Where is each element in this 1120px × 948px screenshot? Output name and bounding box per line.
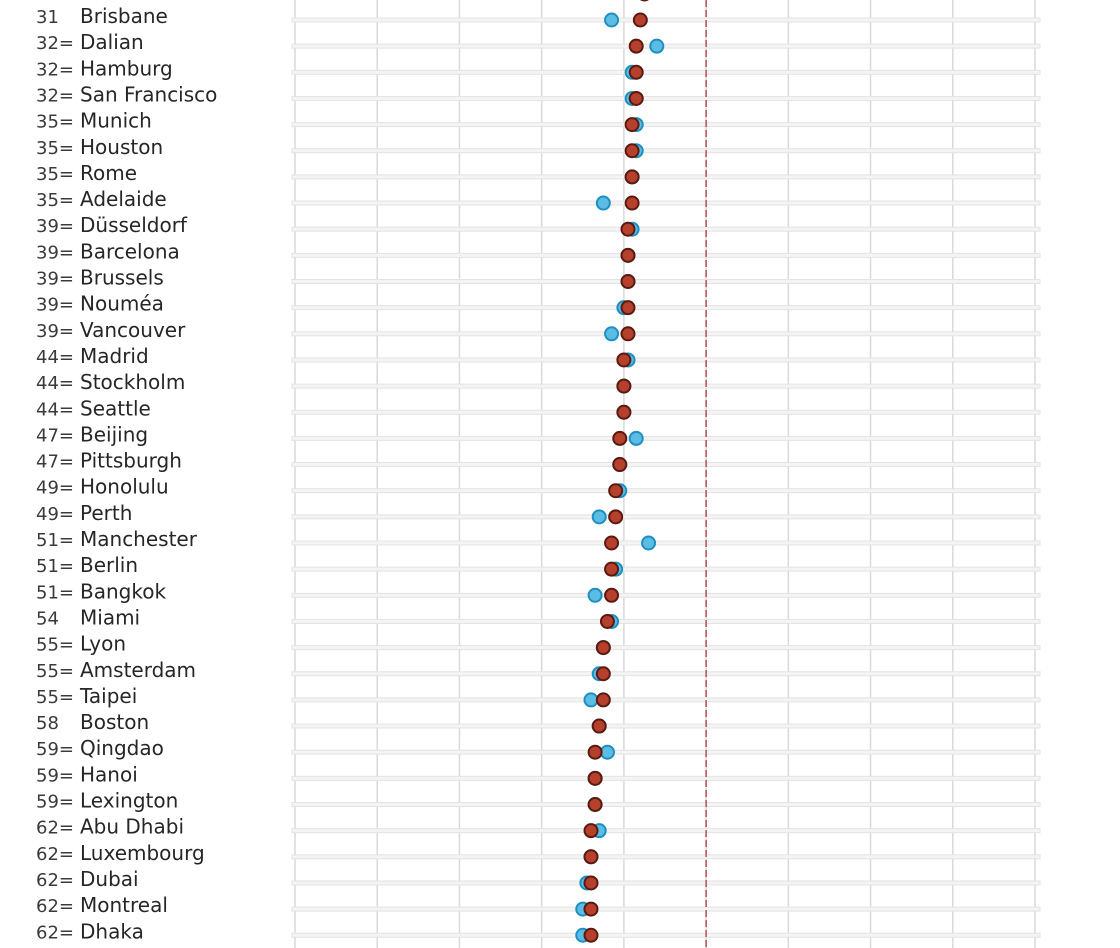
city-label: Perth bbox=[80, 500, 133, 525]
current-dot bbox=[609, 484, 622, 497]
city-label: Berlin bbox=[80, 553, 139, 578]
city-label: Luxembourg bbox=[80, 840, 205, 865]
city-label: Qingdao bbox=[80, 736, 164, 761]
rank-label: 59= bbox=[36, 791, 74, 813]
previous-dot bbox=[589, 589, 602, 602]
rank-label: 51= bbox=[36, 556, 74, 578]
rank-label: 47= bbox=[36, 451, 74, 473]
current-dot bbox=[605, 589, 618, 602]
current-dot bbox=[630, 92, 643, 105]
city-label: Taipei bbox=[80, 683, 138, 708]
row-guide bbox=[292, 933, 1040, 937]
city-label: Honolulu bbox=[80, 474, 169, 499]
row-guide bbox=[292, 358, 1040, 362]
current-dot bbox=[630, 66, 643, 79]
rank-label: 62= bbox=[36, 843, 74, 865]
row-guide bbox=[292, 724, 1040, 728]
city-label: Pittsburgh bbox=[80, 448, 182, 473]
city-label: Bangkok bbox=[80, 579, 167, 604]
rank-label: 54 bbox=[36, 608, 59, 630]
current-dot bbox=[585, 824, 598, 837]
previous-dot bbox=[601, 746, 614, 759]
row-guide bbox=[292, 306, 1040, 310]
row-guide bbox=[292, 384, 1040, 388]
city-label: Lexington bbox=[80, 788, 179, 813]
current-dot bbox=[597, 667, 610, 680]
rank-label: 62= bbox=[36, 817, 74, 839]
city-label: Miami bbox=[80, 605, 141, 630]
city-label: Lyon bbox=[80, 631, 127, 656]
row-guide bbox=[292, 907, 1040, 911]
current-dot bbox=[622, 223, 635, 236]
rank-label: 47= bbox=[36, 425, 74, 447]
row-guide bbox=[292, 855, 1040, 859]
row-guide bbox=[292, 201, 1040, 205]
previous-dot bbox=[597, 197, 610, 210]
row-guide bbox=[292, 541, 1040, 545]
city-label: Amsterdam bbox=[80, 657, 197, 682]
city-label: Brussels bbox=[80, 265, 164, 290]
current-dot bbox=[622, 275, 635, 288]
row-guide bbox=[292, 489, 1040, 493]
row-guide bbox=[292, 829, 1040, 833]
rank-label: 35= bbox=[36, 190, 74, 212]
row-guide bbox=[292, 619, 1040, 623]
row-guide bbox=[292, 253, 1040, 257]
city-label: Abu Dhabi bbox=[80, 814, 184, 839]
city-label: Brisbane bbox=[80, 4, 168, 28]
rank-label: 51= bbox=[36, 582, 74, 604]
row-guide bbox=[292, 332, 1040, 336]
current-dot bbox=[630, 40, 643, 53]
row-guide bbox=[292, 672, 1040, 676]
rank-label: 49= bbox=[36, 503, 74, 525]
rank-label: 44= bbox=[36, 346, 74, 368]
previous-dot bbox=[585, 693, 598, 706]
rank-label: 55= bbox=[36, 660, 74, 682]
rank-label: 55= bbox=[36, 634, 74, 656]
row-guide bbox=[292, 227, 1040, 231]
rank-label: 35= bbox=[36, 111, 74, 133]
rank-label: 39= bbox=[36, 268, 74, 290]
row-guide bbox=[292, 44, 1040, 48]
current-dot bbox=[613, 432, 626, 445]
current-dot bbox=[605, 537, 618, 550]
row-guide bbox=[292, 96, 1040, 100]
city-label: Manchester bbox=[80, 527, 197, 551]
city-label: Dhaka bbox=[80, 919, 144, 944]
row-guide bbox=[292, 18, 1040, 22]
cropped-dot bbox=[638, 0, 651, 1]
current-dot bbox=[593, 720, 606, 733]
city-label: Adelaide bbox=[80, 187, 167, 212]
current-dot bbox=[589, 746, 602, 759]
city-label: Seattle bbox=[80, 396, 151, 421]
current-dot bbox=[626, 197, 639, 210]
row-guide bbox=[292, 881, 1040, 885]
rank-label: 58 bbox=[36, 713, 59, 735]
rank-label: 32= bbox=[36, 85, 74, 107]
rank-label: 31 bbox=[36, 7, 59, 28]
city-label: Madrid bbox=[80, 343, 149, 368]
city-label: San Francisco bbox=[80, 82, 218, 107]
city-label: Munich bbox=[80, 108, 152, 133]
current-dot bbox=[605, 563, 618, 576]
current-dot bbox=[613, 458, 626, 471]
rank-label: 59= bbox=[36, 739, 74, 761]
city-label: Barcelona bbox=[80, 239, 180, 264]
rank-label: 35= bbox=[36, 137, 74, 159]
current-dot bbox=[617, 380, 630, 393]
rank-label: 35= bbox=[36, 163, 74, 185]
current-dot bbox=[585, 850, 598, 863]
row-guide bbox=[292, 149, 1040, 153]
previous-dot bbox=[593, 510, 606, 523]
city-label: Dubai bbox=[80, 866, 139, 891]
city-label: Boston bbox=[80, 710, 150, 735]
label-layer bbox=[36, 4, 217, 943]
current-dot bbox=[597, 693, 610, 706]
row-guide bbox=[292, 515, 1040, 519]
current-dot bbox=[626, 170, 639, 183]
rank-label: 62= bbox=[36, 869, 74, 891]
rank-label: 39= bbox=[36, 320, 74, 342]
row-guide bbox=[292, 698, 1040, 702]
row-guide bbox=[292, 567, 1040, 571]
current-dot bbox=[585, 929, 598, 942]
row-guide bbox=[292, 803, 1040, 807]
rank-label: 49= bbox=[36, 477, 74, 499]
row-guide bbox=[292, 280, 1040, 284]
current-dot bbox=[617, 406, 630, 419]
row-guide bbox=[292, 436, 1040, 440]
city-label: Hamburg bbox=[80, 56, 173, 81]
current-dot bbox=[622, 249, 635, 262]
current-dot bbox=[626, 118, 639, 131]
row-guide bbox=[292, 646, 1040, 650]
rank-label: 62= bbox=[36, 896, 74, 918]
city-label: Düsseldorf bbox=[80, 213, 187, 238]
row-guide bbox=[292, 123, 1040, 127]
city-label: Dalian bbox=[80, 30, 144, 55]
previous-dot bbox=[630, 432, 643, 445]
rank-label: 44= bbox=[36, 399, 74, 421]
city-label: Nouméa bbox=[80, 291, 164, 316]
current-dot bbox=[609, 510, 622, 523]
current-dot bbox=[634, 14, 647, 27]
rank-label: 32= bbox=[36, 33, 74, 55]
city-label: Hanoi bbox=[80, 762, 138, 787]
city-label: Beijing bbox=[80, 422, 149, 447]
row-layer bbox=[292, 18, 1040, 937]
previous-dot bbox=[605, 327, 618, 340]
rank-label: 39= bbox=[36, 294, 74, 316]
rank-label: 44= bbox=[36, 373, 74, 395]
rank-label: 32= bbox=[36, 59, 74, 81]
row-guide bbox=[292, 750, 1040, 754]
current-dot bbox=[589, 798, 602, 811]
previous-dot bbox=[650, 40, 663, 53]
previous-dot bbox=[642, 537, 655, 550]
current-dot bbox=[617, 353, 630, 366]
rank-label: 51= bbox=[36, 530, 74, 551]
city-label: Stockholm bbox=[80, 370, 186, 395]
previous-dot bbox=[605, 14, 618, 27]
city-label: Rome bbox=[80, 160, 138, 185]
row-guide bbox=[292, 463, 1040, 467]
dot-layer bbox=[576, 0, 663, 942]
city-label: Montreal bbox=[80, 893, 168, 918]
row-guide bbox=[292, 593, 1040, 597]
row-guide bbox=[292, 776, 1040, 780]
rank-label: 62= bbox=[36, 922, 74, 944]
current-dot bbox=[622, 301, 635, 314]
row-guide bbox=[292, 70, 1040, 74]
current-dot bbox=[626, 144, 639, 157]
current-dot bbox=[585, 903, 598, 916]
row-guide bbox=[292, 175, 1040, 179]
city-label: Vancouver bbox=[80, 317, 186, 342]
rank-label: 59= bbox=[36, 765, 74, 787]
rank-label: 39= bbox=[36, 242, 74, 264]
city-label: Houston bbox=[80, 134, 164, 159]
current-dot bbox=[585, 876, 598, 889]
current-dot bbox=[589, 772, 602, 785]
current-dot bbox=[601, 615, 614, 628]
rank-label: 39= bbox=[36, 216, 74, 238]
rank-label: 55= bbox=[36, 686, 74, 708]
row-guide bbox=[292, 410, 1040, 414]
current-dot bbox=[597, 641, 610, 654]
current-dot bbox=[622, 327, 635, 340]
